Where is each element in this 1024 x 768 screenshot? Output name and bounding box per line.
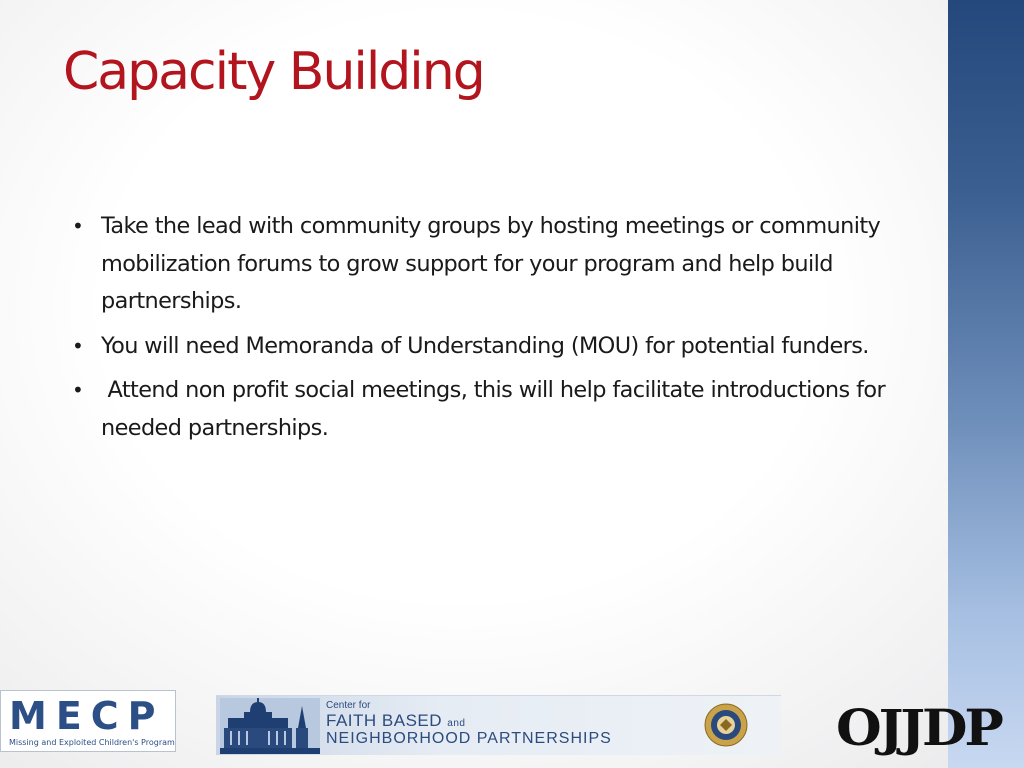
cfbnp-line3: NEIGHBORHOOD PARTNERSHIPS <box>326 730 612 747</box>
cfbnp-line2-main: FAITH BASED <box>326 711 443 730</box>
doj-seal-icon <box>704 703 748 747</box>
mecp-logo-subtitle: Missing and Exploited Children's Program <box>9 738 175 747</box>
bullet-text: You will need Memoranda of Understanding (MOU) for potential funders. <box>101 332 869 359</box>
bullet-item <box>72 328 922 366</box>
ojjdp-logo-wordmark: OJJDP <box>836 698 1001 757</box>
slide-title: Capacity Building <box>63 42 484 102</box>
bullet-marker: • <box>72 333 84 358</box>
bullet-item <box>72 372 922 447</box>
capitol-building-icon <box>220 698 320 754</box>
right-accent-band <box>948 0 1024 768</box>
bullet-item <box>72 208 922 321</box>
cfbnp-line1: Center for <box>326 700 371 711</box>
bullet-marker: • <box>72 214 84 238</box>
bullet-marker: • <box>72 378 84 402</box>
mecp-logo-wordmark: MECP <box>9 694 165 738</box>
bullet-text: Take the lead with community groups by hosting meetings or community mobilization forums to grow support for your program and help build partnerships. <box>101 213 881 314</box>
cfbnp-logo <box>216 695 781 755</box>
bullet-list <box>72 208 922 454</box>
mecp-logo <box>0 690 176 752</box>
ojjdp-logo <box>834 700 1010 758</box>
bullet-text: Attend non profit social meetings, this will help facilitate introductions for needed partnerships. <box>101 377 892 441</box>
cfbnp-line2-conj: and <box>447 718 466 729</box>
